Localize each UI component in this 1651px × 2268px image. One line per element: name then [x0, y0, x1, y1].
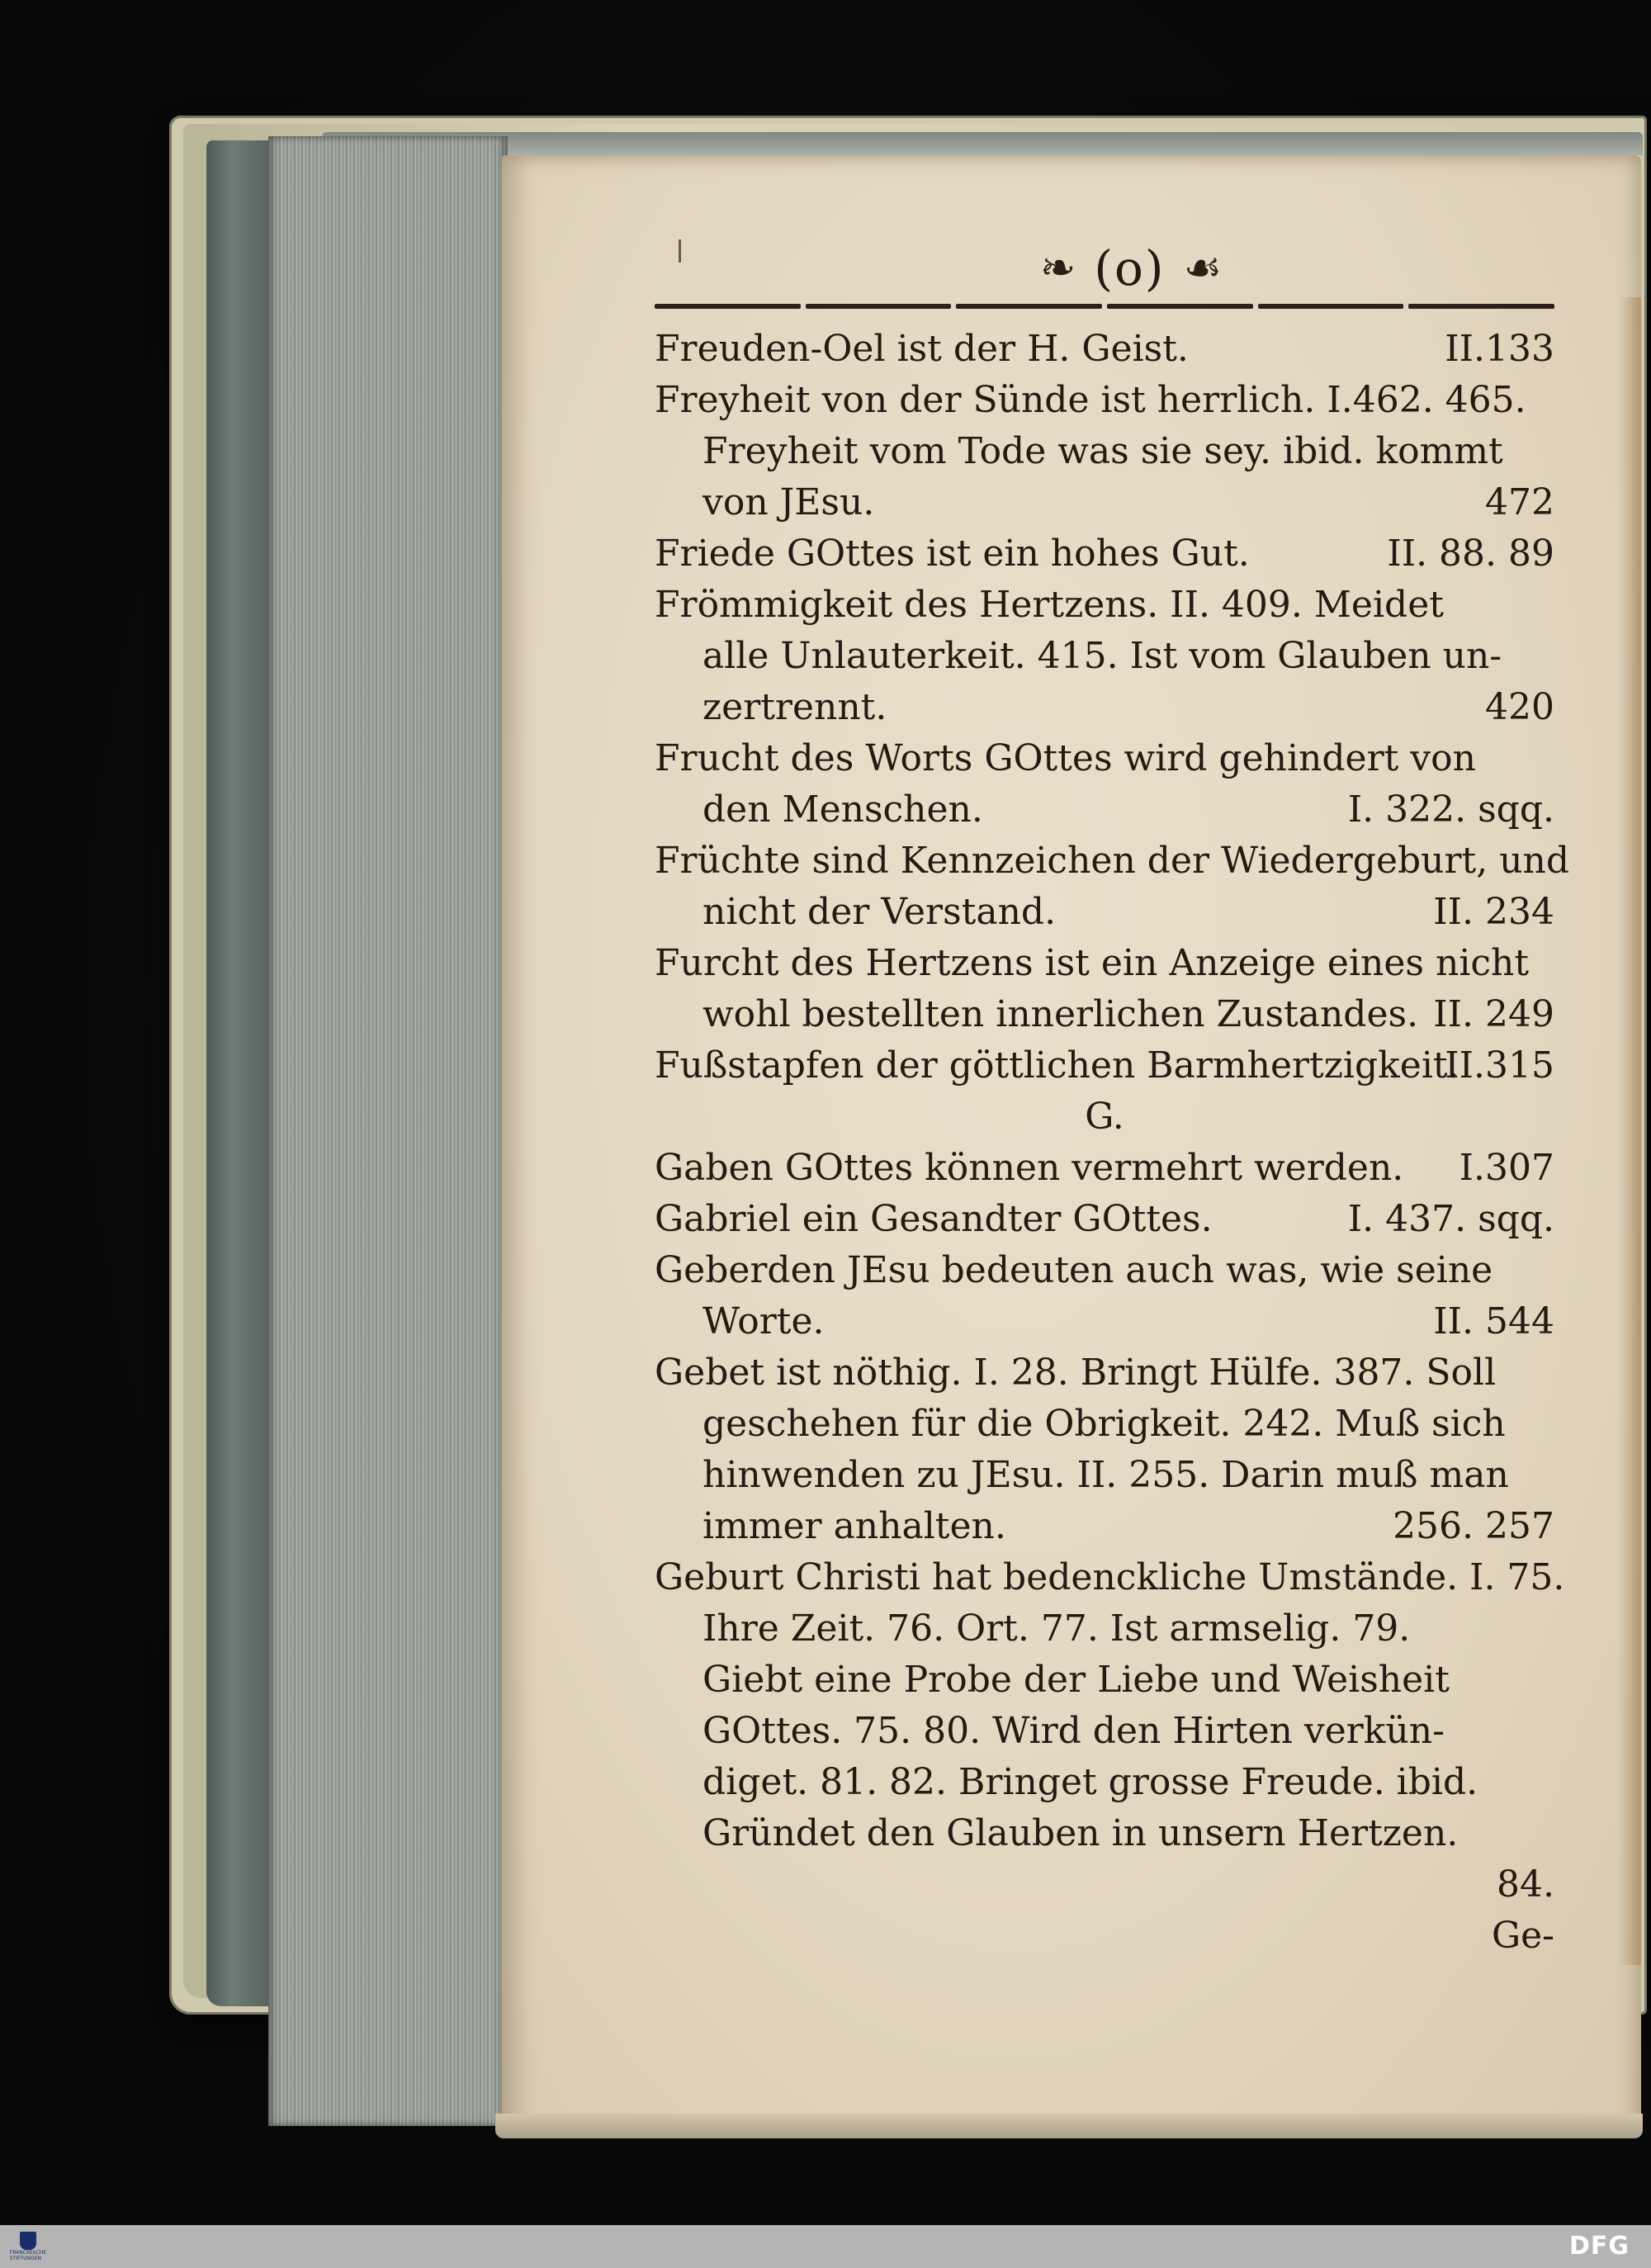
page-stack-fore-edge	[268, 136, 508, 2126]
index-entry-text: Ihre Zeit. 76. Ort. 77. Ist armselig. 79.	[703, 1607, 1411, 1650]
index-entry-reference: I. 437. sqq.	[1347, 1198, 1554, 1240]
index-entry-reference: 256. 257	[1393, 1505, 1554, 1547]
index-entry-text: Gründet den Glauben in unsern Hertzen.	[703, 1812, 1459, 1854]
index-line	[655, 324, 1554, 375]
index-entry-text: Friede GOttes ist ein hohes Gut.	[655, 533, 1250, 575]
trailing-page-ref: 84.	[1497, 1863, 1554, 1906]
index-entry-text: Früchte sind Kennzeichen der Wiedergeburt, und	[655, 840, 1570, 882]
index-entry-reference: II.133	[1445, 328, 1554, 370]
header-rule	[655, 304, 1554, 310]
index-entry-text: diget. 81. 82. Bringet grosse Freude. ibid.	[703, 1761, 1478, 1803]
index-line	[655, 1194, 1554, 1245]
index-entry-reference: 472	[1485, 481, 1554, 523]
index-line	[655, 938, 1554, 989]
index-entry-text: zertrennt.	[703, 686, 887, 728]
index-line	[655, 1143, 1554, 1194]
index-line	[703, 1399, 1554, 1450]
index-line	[655, 580, 1554, 631]
index-line	[655, 1347, 1554, 1399]
index-line	[655, 375, 1554, 426]
index-entry-text: Frucht des Worts GOttes wird gehindert von	[655, 737, 1476, 779]
index-entry-text: Gabriel ein Gesandter GOttes.	[655, 1198, 1213, 1240]
page-stack-top	[322, 132, 1643, 155]
index-line	[703, 1450, 1554, 1501]
viewer-status-bar	[0, 2225, 1651, 2268]
index-line	[703, 1603, 1554, 1655]
index-entry-text: Gaben GOttes können vermehrt werden.	[655, 1147, 1404, 1189]
index-entry-text: GOttes. 75. 80. Wird den Hirten verkün-	[703, 1710, 1445, 1752]
index-entry-text: von JEsu.	[703, 481, 875, 523]
index-entry-text: immer anhalten.	[703, 1505, 1006, 1547]
index-entry-text: wohl bestellten innerlichen Zustandes.	[703, 993, 1419, 1035]
index-line	[655, 1552, 1565, 1603]
logo-text: FRANCKESCHE STIFTUNGEN	[9, 2250, 47, 2261]
index-line	[703, 1757, 1554, 1808]
index-line	[655, 528, 1554, 580]
index-line	[655, 1245, 1554, 1296]
ornament-right-icon: ☙	[1183, 244, 1223, 293]
index-entry-reference: II. 544	[1433, 1300, 1554, 1342]
index-line	[703, 989, 1554, 1040]
index-line	[703, 477, 1554, 528]
index-entry-reference: 420	[1485, 686, 1554, 728]
index-line	[655, 1040, 1554, 1091]
index-line	[703, 1501, 1554, 1552]
page-number: (o)	[1094, 240, 1166, 296]
logo-icon	[20, 2232, 36, 2250]
index-entry-reference: II. 234	[1433, 891, 1554, 933]
index-entry-text: den Menschen.	[703, 788, 983, 831]
index-entry-text: Fußstapfen der göttlichen Barmhertzigkeit.	[655, 1044, 1459, 1087]
index-entry-reference: I. 322. sqq.	[1347, 788, 1554, 831]
index-line	[703, 784, 1554, 836]
index-line	[703, 631, 1554, 682]
index-entry-text: alle Unlauterkeit. 415. Ist vom Glauben un-	[703, 635, 1502, 677]
ornament-left-icon: ❧	[1039, 244, 1076, 293]
index-entry-text: nicht der Verstand.	[703, 891, 1057, 933]
page-right-edge	[1618, 297, 1641, 1965]
index-entry-text: geschehen für die Obrigkeit. 242. Muß sich	[703, 1403, 1506, 1445]
index-entry-text: Geburt Christi hat bedenckliche Umstände. I. 75.	[655, 1556, 1565, 1598]
index-entry-text: Frömmigkeit des Hertzens. II. 409. Meidet	[655, 584, 1444, 626]
page-bottom-edge	[495, 2114, 1643, 2138]
index-entry-text: Freyheit vom Tode was sie sey. ibid. kommt	[703, 430, 1503, 472]
index-entry-reference: I.307	[1459, 1147, 1554, 1189]
dfg-brand: DFG	[1568, 2232, 1630, 2261]
index-entry-reference: II.315	[1445, 1044, 1554, 1087]
index-line	[655, 733, 1554, 784]
running-head	[900, 235, 1362, 301]
index-entry-text: Gebet ist nöthig. I. 28. Bringt Hülfe. 387. Soll	[655, 1352, 1497, 1394]
section-letter: G.	[1085, 1096, 1124, 1138]
index-line	[703, 1655, 1554, 1706]
index-line	[703, 1296, 1554, 1347]
index-entry-text: hinwenden zu JEsu. II. 255. Darin muß man	[703, 1454, 1509, 1496]
index-entry-text: Freyheit von der Sünde ist herrlich. I.462. 465.	[655, 379, 1526, 421]
index-line	[703, 682, 1554, 733]
index-entry-reference: II. 249	[1433, 993, 1554, 1035]
index-entry-text: Freuden-Oel ist der H. Geist.	[655, 328, 1189, 370]
institution-logo	[10, 2230, 46, 2263]
index-entry-text: Geberden JEsu bedeuten auch was, wie seine	[655, 1249, 1493, 1291]
index-entry-text: Giebt eine Probe der Liebe und Weisheit	[703, 1659, 1450, 1701]
catchword: Ge-	[1491, 1915, 1554, 1957]
index-entry-text: Furcht des Hertzens ist ein Anzeige eines nicht	[655, 942, 1530, 984]
book-spine-edge	[206, 140, 272, 2006]
index-entry-text: Worte.	[703, 1300, 825, 1342]
index-line	[655, 836, 1570, 887]
index-line	[703, 426, 1554, 477]
index-line	[703, 887, 1554, 938]
index-entry-reference: II. 88. 89	[1387, 533, 1554, 575]
page-mark	[679, 239, 681, 263]
index-line	[703, 1706, 1554, 1757]
index-line	[703, 1808, 1554, 1859]
